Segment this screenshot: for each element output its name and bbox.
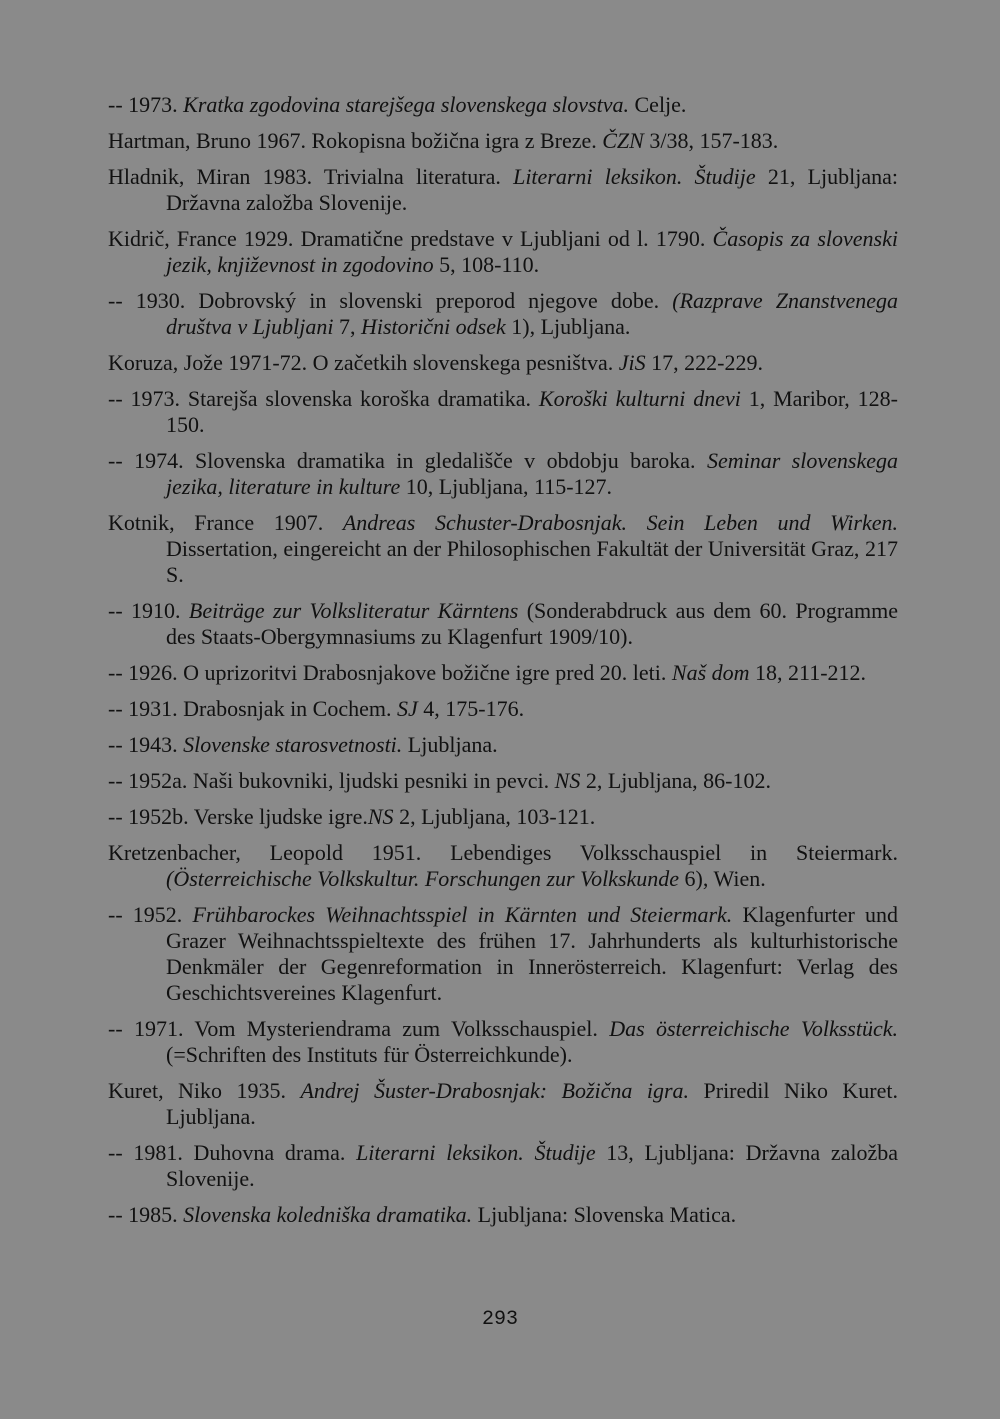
entry-text: 5, 108-110. [433,252,540,277]
entry-title-italic: Beiträge zur Volksliteratur Kärntens [188,598,519,623]
bibliography-entry [108,288,898,340]
bibliography-entry [108,598,898,650]
entry-text: Priredil Niko Kuret. Ljubljana. [166,1078,898,1129]
bibliography-entry [108,386,898,438]
bibliography-entry [108,164,898,216]
entry-text: 1, Maribor, 128-150. [166,386,899,437]
entry-text: (=Schriften des Instituts für Österreichkunde). [166,1042,573,1067]
entry-text: -- 1943. [108,732,184,757]
bibliography-entry [108,1202,898,1228]
entry-text: -- 1930. Dobrovský in slovenski preporod njegove dobe. [108,288,673,313]
entry-title-italic: NS [554,768,581,793]
entry-title-italic: Naš dom [671,660,750,685]
entry-title-italic: Literarni leksikon. Študije [513,164,756,189]
bibliography-entry [108,732,898,758]
entry-text: -- 1952. [108,902,193,927]
bibliography-entry [108,350,898,376]
entry-text: -- 1973. Starejša slovenska koroška dramatika. [108,386,539,411]
bibliography-entry [108,92,898,118]
entry-text: -- 1973. [108,92,184,117]
entry-title-italic: Andreas Schuster-Drabosnjak. Sein Leben und Wirken. [342,510,898,535]
entry-title-italic: Das österreichische Volksstück. [609,1016,898,1041]
entry-title-italic: SJ [397,696,418,721]
entry-text: -- 1952b. Verske ljudske igre. [108,804,368,829]
entry-text: -- 1931. Drabosnjak in Cochem. [108,696,397,721]
entry-title-italic: Kratka zgodovina starejšega slovenskega slovstva. [183,92,629,117]
entry-title-italic: JiS [618,350,646,375]
entry-title-italic: Slovenske starosvetnosti. [183,732,403,757]
entry-title-italic: Koroški kulturni dnevi [538,386,741,411]
bibliography-entry [108,1016,898,1068]
entry-text: Ljubljana: Slovenska Matica. [472,1202,737,1227]
entry-text: Hartman, Bruno 1967. Rokopisna božična igra z Breze. [108,128,603,153]
entry-text: 2, Ljubljana, 86-102. [580,768,771,793]
entry-title-italic: NS [367,804,394,829]
entry-text: Kretzenbacher, Leopold 1951. Lebendiges Volksschauspiel in Steiermark. [108,840,898,865]
entry-text: 17, 222-229. [645,350,763,375]
entry-text: Kidrič, France 1929. Dramatične predstave v Ljubljani od l. 1790. [108,226,713,251]
entry-title-italic: Slovenska koledniška dramatika. [183,1202,473,1227]
bibliography-entry [108,840,898,892]
bibliography-list [108,92,898,1238]
entry-title-italic: ČZN [602,128,644,153]
entry-text: -- 1981. Duhovna drama. [108,1140,357,1165]
entry-text: Kotnik, France 1907. [108,510,343,535]
entry-text: 7, [333,314,361,339]
entry-text: 13, Ljubljana: Državna založba Slovenije. [166,1140,898,1191]
entry-text: -- 1985. [108,1202,184,1227]
entry-text: Kuret, Niko 1935. [108,1078,301,1103]
entry-text: 1), Ljubljana. [505,314,631,339]
bibliography-entry [108,1078,898,1130]
entry-title-italic: Historični odsek [360,314,506,339]
entry-text: 4, 175-176. [417,696,525,721]
entry-title-italic: Časopis za slovenski jezik, književnost in zgodovino [166,226,898,277]
bibliography-entry [108,696,898,722]
entry-text: 10, Ljubljana, 115-127. [400,474,613,499]
bibliography-entry [108,1140,898,1192]
entry-text: Dissertation, eingereicht an der Philosophischen Fakultät der Universität Graz, 217 S. [166,536,898,587]
entry-text: Klagenfurter und Grazer Weihnachtsspieltexte des frühen 17. Jahrhunderts als kulturhistorische Denkmäler der Gegenreformation in Innerösterreich. Klagenfurt: Verlag des Geschichtsvereines Klagenfurt. [166,902,898,1005]
entry-text: -- 1952a. Naši bukovniki, ljudski pesniki in pevci. [108,768,555,793]
entry-title-italic: (Razprave Znanstvenega društva v Ljubljani [166,288,899,339]
entry-text: Ljubljana. [402,732,498,757]
entry-text: -- 1971. Vom Mysteriendrama zum Volksschauspiel. [108,1016,610,1041]
entry-title-italic: Seminar slovenskega jezika, literature in kulture [166,448,899,499]
entry-text: 6), Wien. [679,866,766,891]
bibliography-entry [108,226,898,278]
bibliography-entry [108,804,898,830]
entry-text: Hladnik, Miran 1983. Trivialna literatura. [108,164,514,189]
bibliography-entry [108,902,898,1006]
entry-title-italic: Andrej Šuster-Drabosnjak: Božična igra. [300,1078,690,1103]
entry-text: Koruza, Jože 1971-72. O začetkih slovenskega pesništva. [108,350,619,375]
entry-text: (Sonderabdruck aus dem 60. Programme des Staats-Obergymnasiums zu Klagenfurt 1909/10). [166,598,899,649]
bibliography-entry [108,510,898,588]
entry-text: -- 1926. O uprizoritvi Drabosnjakove božične igre pred 20. leti. [108,660,672,685]
entry-text: Celje. [629,92,687,117]
entry-text: -- 1910. [108,598,189,623]
entry-text: 3/38, 157-183. [643,128,779,153]
entry-text: 21, Ljubljana: Državna založba Slovenije. [166,164,899,215]
entry-title-italic: Literarni leksikon. Študije [356,1140,596,1165]
entry-text: -- 1974. Slovenska dramatika in gledališče v obdobju baroka. [108,448,707,473]
bibliography-entry [108,128,898,154]
bibliography-entry [108,660,898,686]
bibliography-entry [108,448,898,500]
entry-title-italic: Frühbarockes Weihnachtsspiel in Kärnten und Steiermark. [192,902,733,927]
page-number: 293 [481,1308,518,1331]
entry-text: 18, 211-212. [749,660,867,685]
entry-text: 2, Ljubljana, 103-121. [393,804,596,829]
entry-title-italic: (Österreichische Volkskultur. Forschungen zur Volkskunde [166,866,680,891]
bibliography-entry [108,768,898,794]
